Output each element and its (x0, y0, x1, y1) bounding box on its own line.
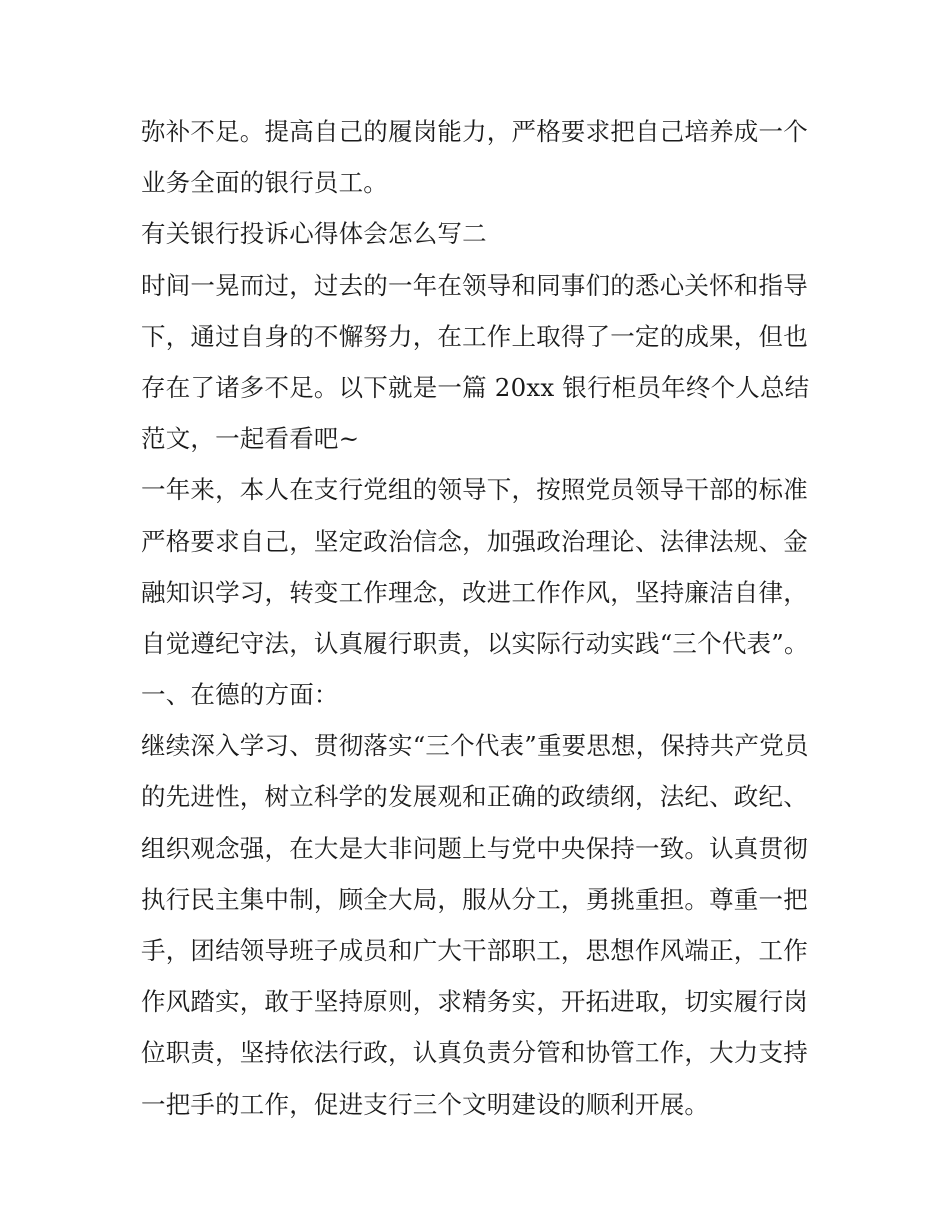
text-line: 融知识学习，转变工作理念，改进工作作风，坚持廉洁自律， (141, 577, 808, 607)
text-line: 一把手的工作，促进支行三个文明建设的顺利开展。 (141, 1089, 710, 1119)
text-line: 执行民主集中制，顾全大局，服从分工，勇挑重担。尊重一把 (141, 884, 808, 914)
text-line: 继续深入学习、贯彻落实“三个代表”重要思想，保持共产党员 (141, 731, 809, 761)
text-line: 下，通过自身的不懈努力，在工作上取得了一定的成果，但也 (141, 321, 808, 351)
section-heading: 有关银行投诉心得体会怎么写二 (141, 219, 487, 249)
text-line: 手，团结领导班子成员和广大干部职工，思想作风端正，工作 (141, 936, 808, 965)
document-body (141, 106, 813, 1130)
text-line: 自觉遵纪守法，认真履行职责，以实际行动实践“三个代表”。 (141, 628, 809, 658)
text-line: 时间一晃而过，过去的一年在领导和同事们的悉心关怀和指导 (141, 270, 808, 300)
text-line: 范文，一起看看吧~ (141, 424, 360, 454)
text-line: 存在了诸多不足。以下就是一篇 20xx 银行柜员年终个人总结 (141, 372, 810, 402)
text-line: 业务全面的银行员工。 (141, 168, 388, 198)
text-line: 作风踏实，敢于坚持原则，求精务实，开拓进取，切实履行岗 (141, 987, 808, 1017)
text-line: 一年来，本人在支行党组的领导下，按照党员领导干部的标准 (141, 475, 808, 505)
text-line: 组织观念强，在大是大非问题上与党中央保持一致。认真贯彻 (141, 833, 808, 863)
text-line: 弥补不足。提高自己的履岗能力，严格要求把自己培养成一个 (141, 117, 808, 146)
text-line: 的先进性，树立科学的发展观和正确的政绩纲，法纪、政纪、 (141, 782, 808, 812)
section-heading: 一、在德的方面： (141, 680, 339, 710)
text-line: 位职责，坚持依法行政，认真负责分管和协管工作，大力支持 (141, 1038, 808, 1068)
text-line: 严格要求自己，坚定政治信念，加强政治理论、法律法规、金 (141, 526, 808, 556)
